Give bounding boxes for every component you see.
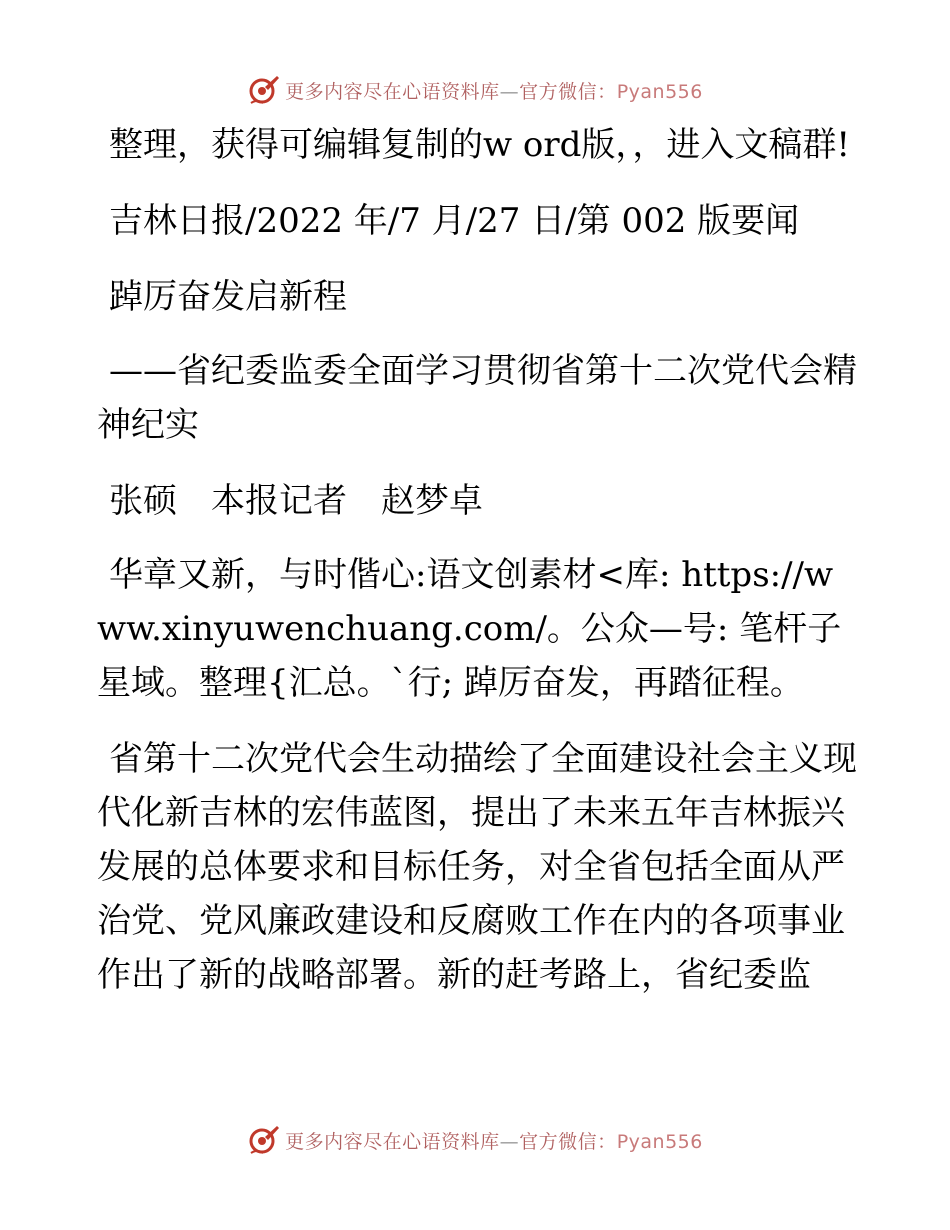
article-title: 踔厉奋发启新程 <box>109 277 347 317</box>
intro-paragraph: 整理，获得可编辑复制的w ord版，，进入文稿群! <box>109 125 851 165</box>
pen-circle-logo-icon <box>247 1123 281 1157</box>
footer-banner <box>0 1120 950 1160</box>
banner-dash: — <box>499 1130 520 1153</box>
banner-dash: — <box>499 80 520 103</box>
banner-site-name: 更多内容尽在心语资料库 <box>285 1130 500 1153</box>
body-paragraph: 华章又新，与时偕心:语文创素材<库: https://www.xinyuwenchuang.com/。公众—号: 笔杆子星域。整理{汇总。`行; 踔厉奋发，再踏征程。 <box>97 555 842 703</box>
body-paragraph: 省第十二次党代会生动描绘了全面建设社会主义现代化新吉林的宏伟蓝图，提出了未来五年吉林振兴发展的总体要求和目标任务，对全省包括全面从严治党、党风廉政建设和反腐败工作在内的各项事业作出了新的战略部署。新的赶考路上，省纪委监 <box>97 739 857 995</box>
banner-wechat-label: 官方微信： <box>519 1130 617 1153</box>
banner-site-name: 更多内容尽在心语资料库 <box>285 80 500 103</box>
document-body <box>97 118 857 1024</box>
banner-text <box>285 1127 703 1154</box>
banner-text <box>285 77 703 104</box>
header-banner <box>0 70 950 110</box>
source-line: 吉林日报/2022 年/7 月/27 日/第 002 版要闻 <box>109 201 800 241</box>
banner-account: Pyan556 <box>616 1130 703 1153</box>
banner-wechat-label: 官方微信： <box>519 80 617 103</box>
article-subtitle: ——省纪委监委全面学习贯彻省第十二次党代会精神纪实 <box>97 351 857 445</box>
pen-circle-logo-icon <box>247 73 281 107</box>
banner-account: Pyan556 <box>616 80 703 103</box>
byline: 张硕 本报记者 赵梦卓 <box>109 481 483 521</box>
